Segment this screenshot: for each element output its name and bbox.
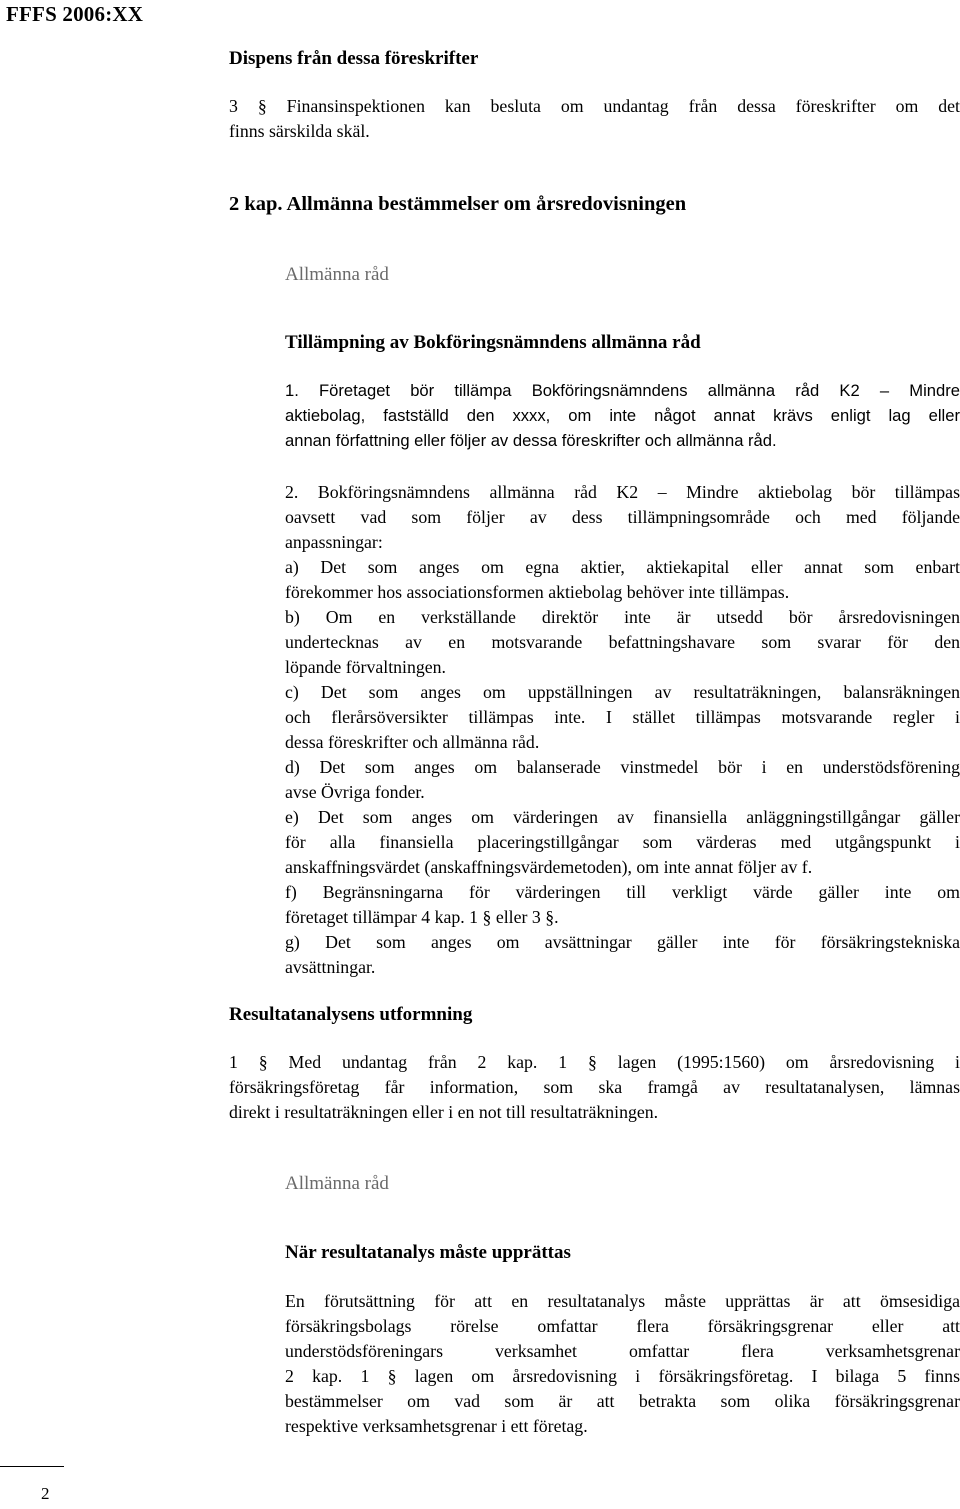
heading-nar-resultatanalys: När resultatanalys måste upprättas (285, 1242, 571, 1263)
text-line: avse Övriga fonder. (285, 782, 425, 802)
text-line: avsättningar. (285, 957, 376, 977)
text-line: företaget tillämpar 4 kap. 1 § eller 3 §. (285, 907, 559, 927)
list-item-b: b) Om en verkställande direktör inte är utsedd bör årsredovisningen (285, 607, 960, 627)
footer-rule (0, 1466, 64, 1467)
text-line: undertecknas av en motsvarande befattningshavare som svarar för den (285, 632, 960, 652)
text-line: respektive verksamhetsgrenar i ett företag. (285, 1416, 588, 1436)
text-line: förekommer hos associationsformen aktiebolag behöver inte tillämpas. (285, 582, 790, 602)
text-line: 2. Bokföringsnämndens allmänna råd K2 – Mindre aktiebolag bör tillämpas (285, 482, 960, 502)
text-line: löpande förvaltningen. (285, 657, 446, 677)
text-line: dessa föreskrifter och allmänna råd. (285, 732, 540, 752)
text-line: för alla finansiella placeringstillgångar som värderas med utgångspunkt i (285, 832, 960, 852)
list-item-g: g) Det som anges om avsättningar gäller inte för försäkringstekniska (285, 932, 960, 952)
text-line: En förutsättning för att en resultatanalys måste upprättas är att ömsesidiga (285, 1291, 960, 1311)
paragraph-1-paragraf (229, 1050, 960, 1125)
label-allmanna-rad: Allmänna råd (285, 264, 389, 285)
paragraph-3-paragraf (229, 94, 960, 144)
text-line: 2 kap. 1 § lagen om årsredovisning i försäkringsföretag. I bilaga 5 finns (285, 1366, 960, 1386)
document-header: FFFS 2006:XX (6, 2, 144, 26)
text-line: 3 § Finansinspektionen kan besluta om undantag från dessa föreskrifter om det (229, 96, 960, 116)
text-line: 1. Företaget bör tillämpa Bokföringsnämndens allmänna råd K2 – Mindre (285, 381, 960, 400)
text-line: försäkringsbolags rörelse omfattar flera försäkringsgrenar eller att (285, 1316, 960, 1336)
paragraph-allmanna-rad-1 (285, 378, 960, 453)
heading-chapter-2: 2 kap. Allmänna bestämmelser om årsredovisningen (229, 193, 687, 215)
text-line: anskaffningsvärdet (anskaffningsvärdemetoden), om inte annat följer av f. (285, 857, 813, 877)
text-line: försäkringsföretag får information, som ska framgå av resultatanalysen, lämnas (229, 1077, 960, 1097)
label-allmanna-rad: Allmänna råd (285, 1173, 389, 1194)
list-item-d: d) Det som anges om balanserade vinstmedel bör i en understödsförening (285, 757, 960, 777)
heading-dispens: Dispens från dessa föreskrifter (229, 48, 479, 69)
list-item-f: f) Begränsningarna för värderingen till verkligt värde gäller inte om (285, 882, 960, 902)
text-line: annan författning eller följer av dessa föreskrifter och allmänna råd. (285, 431, 777, 450)
text-line: aktiebolag, fastställd den xxxx, om inte något annat krävs enligt lag eller (285, 406, 960, 425)
list-item-c: c) Det som anges om uppställningen av resultaträkningen, balansräkningen (285, 682, 960, 702)
text-line: finns särskilda skäl. (229, 121, 370, 141)
list-item-e: e) Det som anges om värderingen av finansiella anläggningstillgångar gäller (285, 807, 960, 827)
heading-resultatanalys: Resultatanalysens utformning (229, 1004, 473, 1025)
text-line: och flerårsöversikter tillämpas inte. I stället tillämpas motsvarande regler i (285, 707, 960, 727)
text-line: 1 § Med undantag från 2 kap. 1 § lagen (1995:1560) om årsredovisning i (229, 1052, 960, 1072)
text-line: direkt i resultaträkningen eller i en not till resultaträkningen. (229, 1102, 659, 1122)
text-line: anpassningar: (285, 532, 383, 552)
text-line: understödsföreningars verksamhet omfattar flera verksamhetsgrenar (285, 1341, 960, 1361)
text-line: bestämmelser om vad som är att betrakta som olika försäkringsgrenar (285, 1391, 960, 1411)
paragraph-allmanna-rad-2 (285, 480, 960, 980)
text-line: oavsett vad som följer av dess tillämpningsområde och med följande (285, 507, 960, 527)
page-number: 2 (41, 1484, 50, 1503)
list-item-a: a) Det som anges om egna aktier, aktiekapital eller annat som enbart (285, 557, 960, 577)
heading-tillampning: Tillämpning av Bokföringsnämndens allmänna råd (285, 332, 701, 353)
paragraph-nar (285, 1289, 960, 1439)
